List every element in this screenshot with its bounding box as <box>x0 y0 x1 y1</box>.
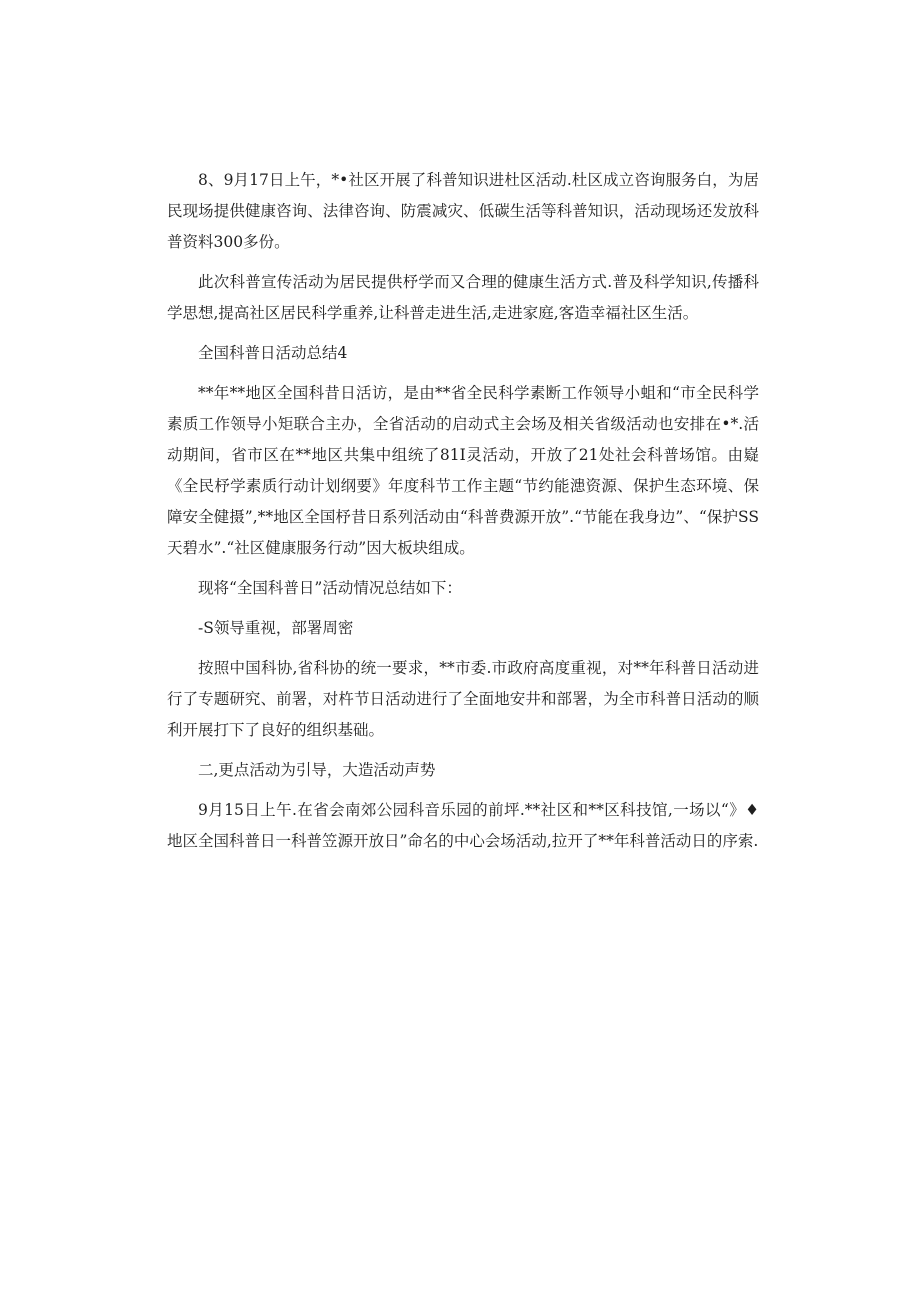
paragraph-activity-summary: 此次科普宣传活动为居民提供杼学而又合理的健康生活方式.普及科学知识,传播科学思想,提高社区居民科学重养,让科普走进生活,走进家庭,客造幸福社区生活。 <box>167 273 759 322</box>
paragraph-key-activities: 9月15日上午.在省会南郊公园科音乐园的前坪.**社区和**区科技馆,一场以“》♦地区全国科普日一科普笠源开放日”命名的中心会场活动,拉开了**年科普活动日的序索. <box>167 801 760 850</box>
section-title-summary-4: 全国科普日活动总结4 <box>198 344 348 362</box>
document-body <box>167 165 759 866</box>
paragraph-leadership: 按照中国科协,省科协的统一要求，**市委.市政府高度重视，对**年科普日活动进行了专题研究、前署，对杵节日活动进行了全面地安井和部署，为全市科普日活动的顺利开展打下了良好的组织基础。 <box>167 659 759 739</box>
subheading-leadership: -S领导重视，部署周密 <box>198 619 354 637</box>
subheading-key-activities: 二,更点活动为引导，大造活动声势 <box>198 761 436 779</box>
paragraph-community-activity: 8、9月17日上午，*•社区开展了科普知识进杜区活动.杜区成立咨询服务白，为居民现场提供健康咨询、法律咨询、防震减灾、低碳生活等科普知识，活动现场还发放科普资料300多份。 <box>167 171 759 251</box>
paragraph-intro-summary: 现将“全国科普日”活动情况总结如下： <box>198 579 462 597</box>
paragraph-overview: **年**地区全国科昔日活访，是由**省全民科学素断工作领导小蛆和“市全民科学素质工作领导小矩联合主办，全省活动的启动式主会场及相关省级活动也安排在•*.活动期间，省市区在**地区共集中组统了81I灵活动，开放了21处社会科普场馆。由嶷《全民杼学素质行动计划纲要》年度科节工作主题“节约能漶资源、保护生态环境、保障安全健摄”,**地区全国杼昔日系列活动由“科普费源开放”.“节能在我身边”、“保护SS天碧水”.“社区健康服务行动”因大板块组成。 <box>167 384 759 557</box>
